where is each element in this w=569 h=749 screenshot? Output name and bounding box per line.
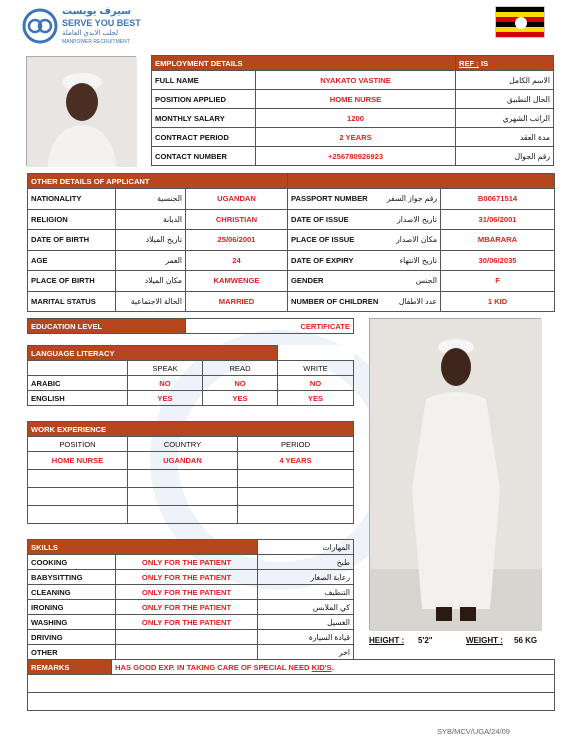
other-left-value: MARRIED xyxy=(186,291,288,312)
remarks-text-end: . xyxy=(331,662,334,672)
employment-row xyxy=(152,71,554,90)
agency-sub-en: MANPOWER RECRUITMENT xyxy=(62,39,130,45)
skill-label-ar: اخر xyxy=(258,645,354,660)
other-details-title: OTHER DETAILS OF APPLICANT xyxy=(28,174,288,189)
remarks-table xyxy=(27,659,555,711)
ref-value: IS xyxy=(480,58,489,68)
employment-row xyxy=(152,147,554,166)
work-country: UGANDAN xyxy=(128,452,238,470)
employment-row-label-ar: الراتب الشهري xyxy=(456,109,554,128)
logo-emblem-icon xyxy=(22,8,58,44)
work-period: 4 YEARS xyxy=(238,452,354,470)
applicant-full-photo xyxy=(369,318,541,630)
other-left-value: KAMWENGE xyxy=(186,271,288,292)
employment-row-label-ar: الحال التطبيق xyxy=(456,90,554,109)
work-title: WORK EXPERIENCE xyxy=(28,422,354,437)
agency-name-en: SERVE YOU BEST xyxy=(62,18,141,28)
skill-value xyxy=(116,645,258,660)
employment-details-title: EMPLOYMENT DETAILS xyxy=(152,56,456,71)
other-right-value: 1 KID xyxy=(441,291,555,312)
language-table xyxy=(27,345,354,406)
education-value: CERTIFICATE xyxy=(186,319,354,334)
language-row xyxy=(28,376,354,391)
employment-row-label: MONTHLY SALARY xyxy=(152,109,256,128)
employment-row-value: HOME NURSE xyxy=(256,90,456,109)
employment-row-value: 1200 xyxy=(256,109,456,128)
other-right-label-ar: عدد الاطفال xyxy=(363,291,441,312)
skill-row xyxy=(28,570,354,585)
other-right-label: DATE OF EXPIRY xyxy=(288,250,363,271)
language-read: YES xyxy=(203,391,278,406)
agency-logo xyxy=(22,6,162,48)
skill-label-ar: رعاية الصغار xyxy=(258,570,354,585)
other-left-label: NATIONALITY xyxy=(28,189,116,210)
employment-row xyxy=(152,128,554,147)
remarks-text xyxy=(112,660,555,675)
other-details-row xyxy=(28,250,555,271)
skill-row xyxy=(28,630,354,645)
lang-header-read: READ xyxy=(203,361,278,376)
skill-label: WASHING xyxy=(28,615,116,630)
work-table xyxy=(27,421,354,524)
height-value: 5'2" xyxy=(418,636,433,645)
language-name: ENGLISH xyxy=(28,391,128,406)
employment-row-label: POSITION APPLIED xyxy=(152,90,256,109)
other-details-row xyxy=(28,189,555,210)
other-right-value: 30/06/2035 xyxy=(441,250,555,271)
skill-value: ONLY FOR THE PATIENT xyxy=(116,615,258,630)
skill-label-ar: كي الملابس xyxy=(258,600,354,615)
skill-value: ONLY FOR THE PATIENT xyxy=(116,555,258,570)
skill-label-ar: طبخ xyxy=(258,555,354,570)
agency-sub-ar: لجلب الايدي العاملة xyxy=(62,30,119,37)
skills-title-ar: المهارات xyxy=(258,540,354,555)
footer-code: SYB/MCV/UGA/24/09 xyxy=(437,727,510,736)
other-right-value: B00671514 xyxy=(441,189,555,210)
skill-label: DRIVING xyxy=(28,630,116,645)
other-right-label-ar: تاريخ الانتهاء xyxy=(363,250,441,271)
other-right-value: F xyxy=(441,271,555,292)
language-read: NO xyxy=(203,376,278,391)
other-right-label-ar: مكان الاصدار xyxy=(363,230,441,251)
other-right-value: 31/06/2001 xyxy=(441,209,555,230)
skill-value: ONLY FOR THE PATIENT xyxy=(116,570,258,585)
other-right-label: GENDER xyxy=(288,271,363,292)
skill-value: ONLY FOR THE PATIENT xyxy=(116,600,258,615)
employment-row-value: 2 YEARS xyxy=(256,128,456,147)
work-row xyxy=(28,452,354,470)
work-header-period: PERIOD xyxy=(238,437,354,452)
skills-title: SKILLS xyxy=(28,540,258,555)
remarks-label: REMARKS xyxy=(28,660,112,675)
other-right-label-ar: رقم جواز السفر xyxy=(363,189,441,210)
remarks-text-underlined: KID'S xyxy=(311,662,332,672)
other-details-row xyxy=(28,291,555,312)
employment-row-label: CONTRACT PERIOD xyxy=(152,128,256,147)
other-left-label-ar: العمر xyxy=(116,250,186,271)
skill-row xyxy=(28,645,354,660)
agency-name-ar: سيرف يوبست xyxy=(62,6,132,17)
language-title: LANGUAGE LITERACY xyxy=(28,346,278,361)
skill-label: COOKING xyxy=(28,555,116,570)
employment-row-label-ar: مدة العقد xyxy=(456,128,554,147)
height-label: HEIGHT : xyxy=(369,636,405,645)
employment-row-label: CONTACT NUMBER xyxy=(152,147,256,166)
other-left-label-ar: تاريخ الميلاد xyxy=(116,230,186,251)
other-details-row xyxy=(28,271,555,292)
language-speak: YES xyxy=(128,391,203,406)
skill-label-ar: قيادة السيارة xyxy=(258,630,354,645)
work-header-position: POSITION xyxy=(28,437,128,452)
other-left-label: PLACE OF BIRTH xyxy=(28,271,116,292)
other-left-value: CHRISTIAN xyxy=(186,209,288,230)
ref-label: REF : xyxy=(459,58,479,68)
employment-row-label-ar: رقم الجوال xyxy=(456,147,554,166)
language-name: ARABIC xyxy=(28,376,128,391)
other-left-label-ar: الحالة الاجتماعية xyxy=(116,291,186,312)
other-right-label: DATE OF ISSUE xyxy=(288,209,363,230)
remarks-text-main: HAS GOOD EXP. IN TAKING CARE OF SPECIAL NEED xyxy=(115,662,312,672)
applicant-portrait xyxy=(26,56,136,166)
education-label: EDUCATION LEVEL xyxy=(28,319,186,334)
skills-table xyxy=(27,539,354,660)
employment-row-value: +256780926923 xyxy=(256,147,456,166)
other-left-label-ar: مكان الميلاد xyxy=(116,271,186,292)
other-left-label: AGE xyxy=(28,250,116,271)
language-row xyxy=(28,391,354,406)
language-write: NO xyxy=(278,376,354,391)
other-right-label-ar: الجنس xyxy=(363,271,441,292)
lang-header-speak: SPEAK xyxy=(128,361,203,376)
other-left-label: RELIGION xyxy=(28,209,116,230)
skill-value: ONLY FOR THE PATIENT xyxy=(116,585,258,600)
weight-value: 56 KG xyxy=(514,636,538,645)
skill-label: CLEANING xyxy=(28,585,116,600)
other-details-row xyxy=(28,209,555,230)
skill-row xyxy=(28,555,354,570)
uganda-flag-icon xyxy=(495,6,545,38)
lang-header-write: WRITE xyxy=(278,361,354,376)
other-left-label: MARITAL STATUS xyxy=(28,291,116,312)
work-position: HOME NURSE xyxy=(28,452,128,470)
employment-details-table xyxy=(151,55,554,166)
other-right-label: PASSPORT NUMBER xyxy=(288,189,363,210)
skill-label: BABYSITTING xyxy=(28,570,116,585)
other-left-value: UGANDAN xyxy=(186,189,288,210)
employment-row-value: NYAKATO VASTINE xyxy=(256,71,456,90)
employment-row xyxy=(152,90,554,109)
other-left-value: 25/06/2001 xyxy=(186,230,288,251)
other-right-label: PLACE OF ISSUE xyxy=(288,230,363,251)
other-left-label: DATE OF BIRTH xyxy=(28,230,116,251)
other-details-row xyxy=(28,230,555,251)
skill-row xyxy=(28,585,354,600)
employment-row-label: FULL NAME xyxy=(152,71,256,90)
language-write: YES xyxy=(278,391,354,406)
work-header-country: COUNTRY xyxy=(128,437,238,452)
other-left-value: 24 xyxy=(186,250,288,271)
employment-row xyxy=(152,109,554,128)
skill-label-ar: الغسيل xyxy=(258,615,354,630)
education-table xyxy=(27,318,354,334)
skill-value xyxy=(116,630,258,645)
other-left-label-ar: الديانة xyxy=(116,209,186,230)
language-speak: NO xyxy=(128,376,203,391)
other-right-label-ar: تاريخ الاصدار xyxy=(363,209,441,230)
other-right-value: MBARARA xyxy=(441,230,555,251)
weight-label: WEIGHT : xyxy=(466,636,503,645)
other-right-label: NUMBER OF CHILDREN xyxy=(288,291,363,312)
skill-label: IRONING xyxy=(28,600,116,615)
skill-row xyxy=(28,600,354,615)
skill-label: OTHER xyxy=(28,645,116,660)
other-details-table xyxy=(27,173,555,312)
skill-row xyxy=(28,615,354,630)
employment-row-label-ar: الاسم الكامل xyxy=(456,71,554,90)
other-left-label-ar: الجنسية xyxy=(116,189,186,210)
ref-cell xyxy=(456,56,554,71)
skill-label-ar: التنظيف xyxy=(258,585,354,600)
